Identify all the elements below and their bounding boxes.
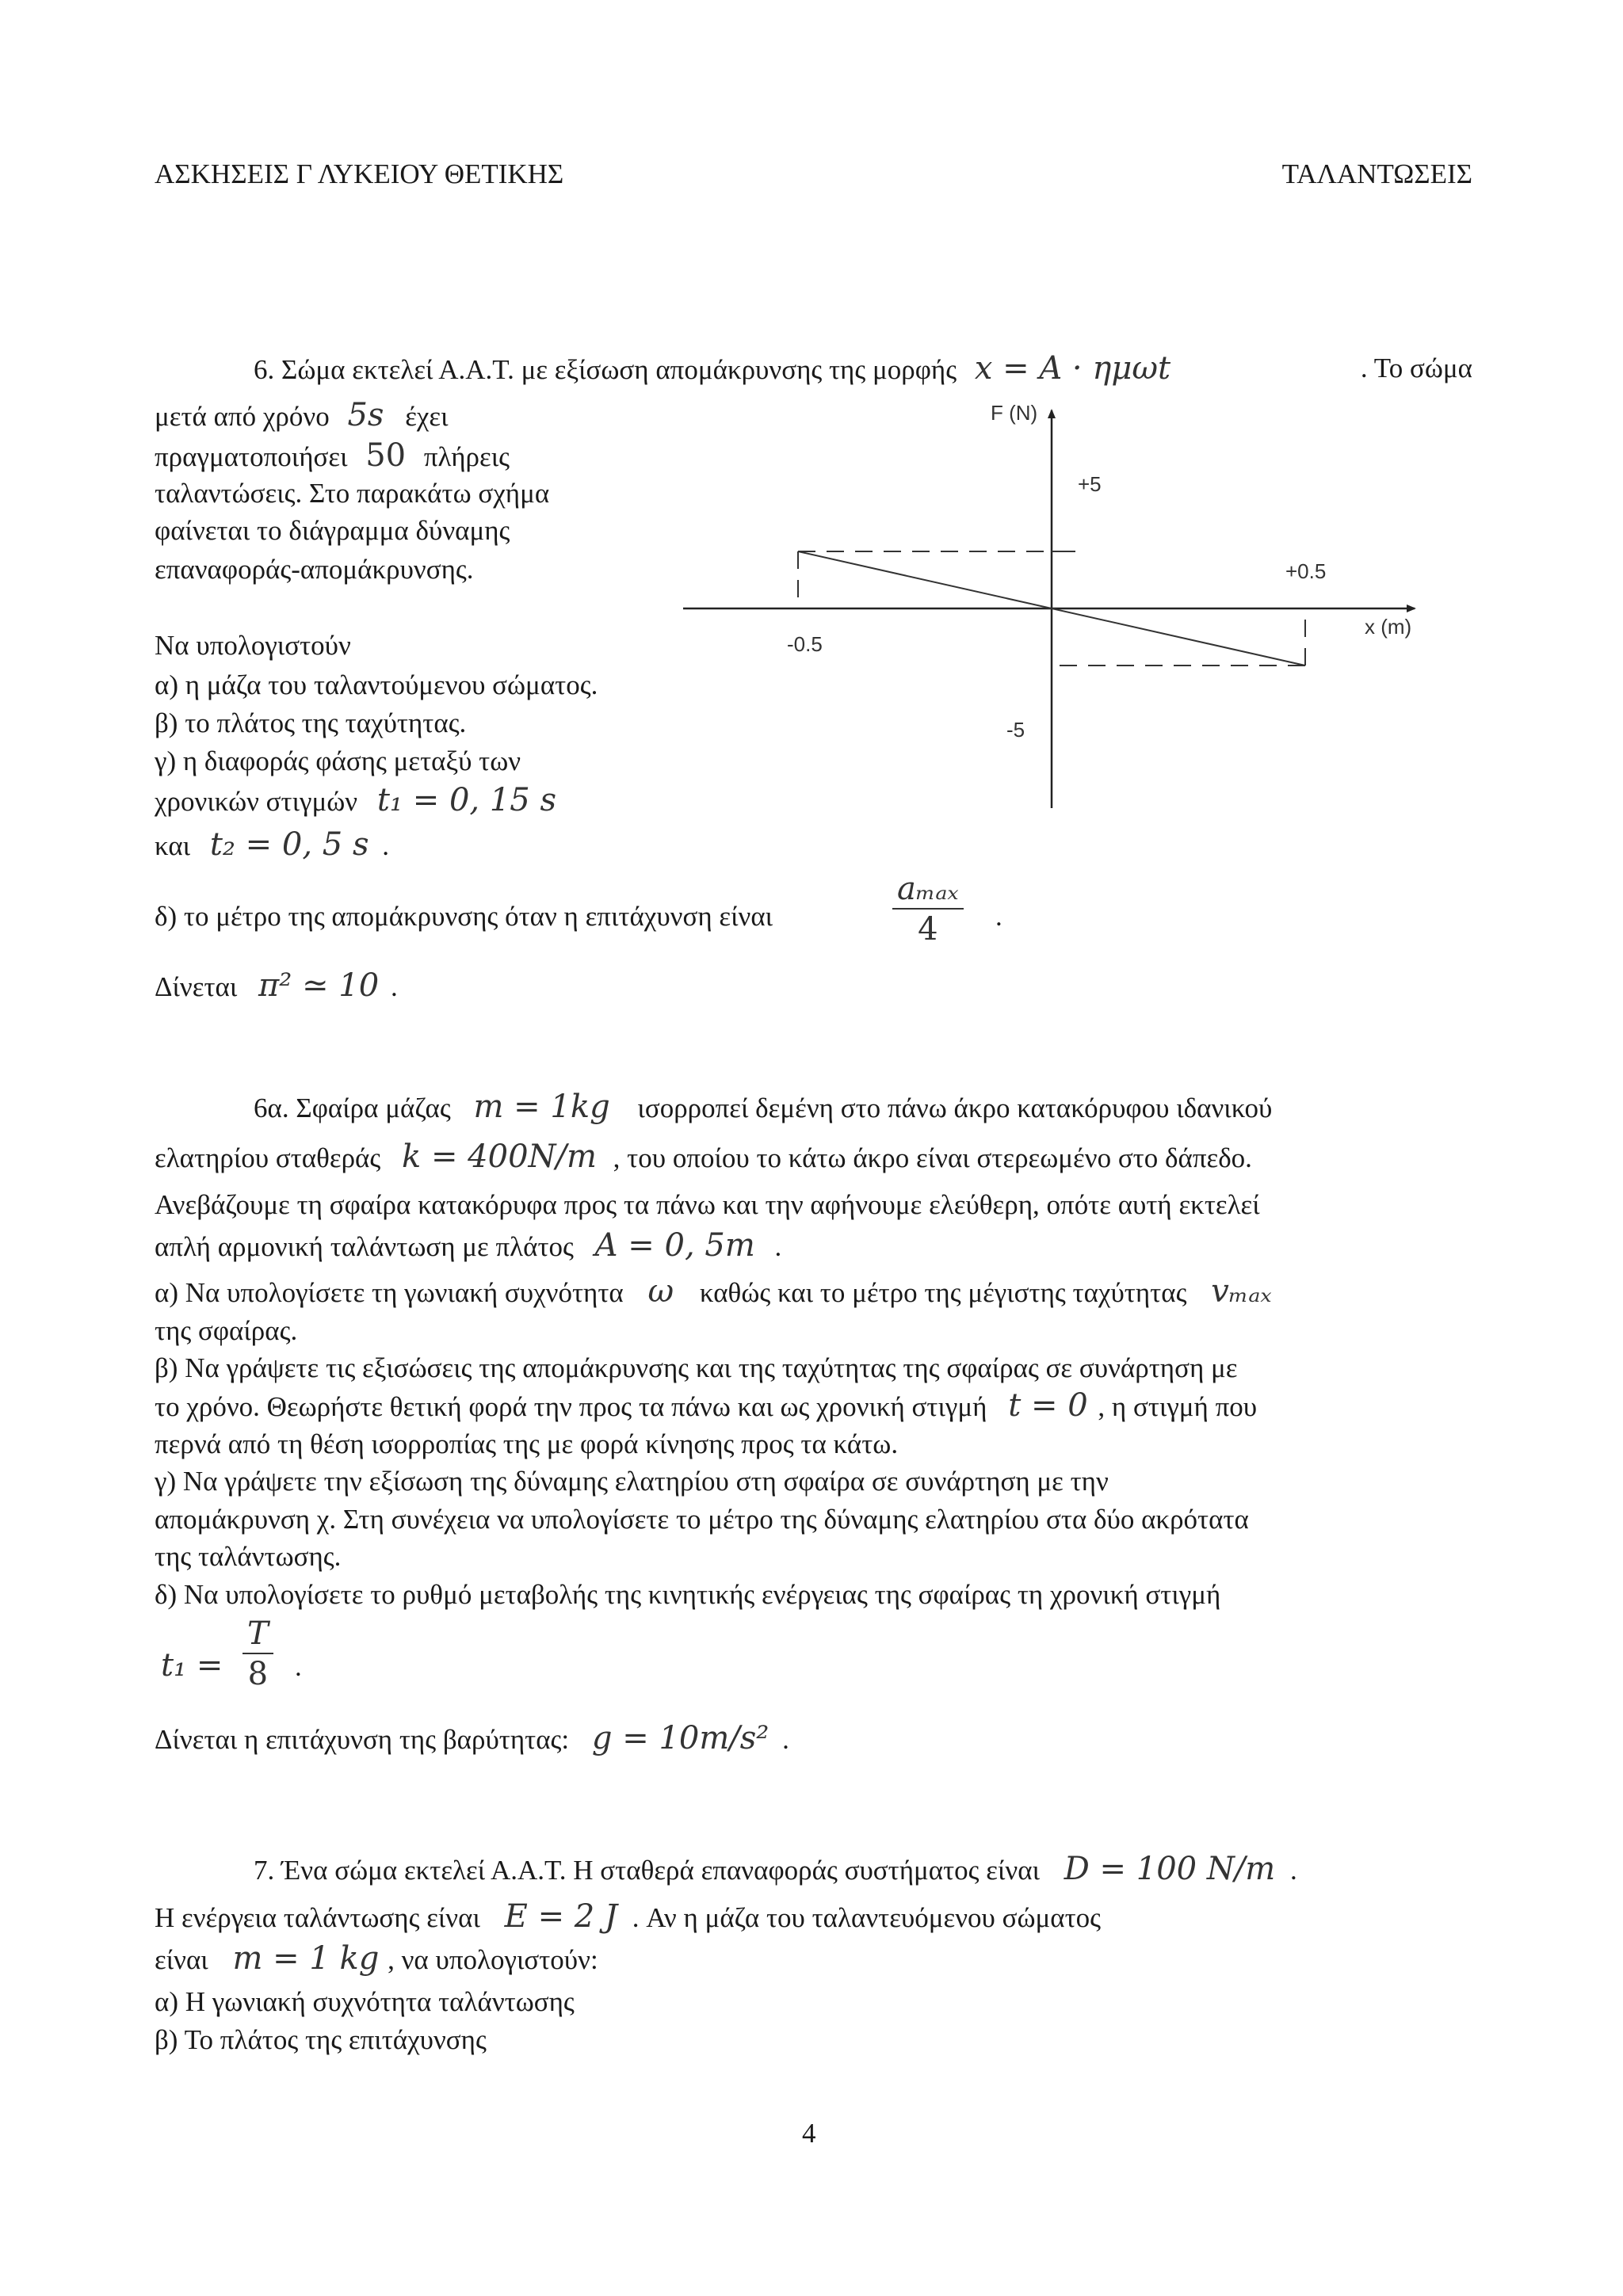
fraction-numerator: T (242, 1615, 273, 1654)
ex7-text: . Αν η μάζα του ταλαντευόμενου σώματος (632, 1902, 1102, 1933)
ex6a-text: α) Να υπολογίσετε τη γωνιακή συχνότητα (155, 1277, 624, 1308)
ex7-math-E: E = 2 J (504, 1898, 617, 1935)
fraction-denominator: 4 (918, 911, 938, 948)
ex6-math-count: 50 (365, 437, 407, 474)
fraction-denominator: 8 (247, 1656, 269, 1692)
ex6-line-8: α) η μάζα του ταλαντούμενου σώματος. (155, 669, 598, 700)
ex6a-line-2 (155, 1139, 1252, 1176)
ex6-text: . (390, 971, 398, 1002)
ex6a-line-12: της ταλάντωσης. (155, 1541, 342, 1572)
ex6a-t1-lhs: t₁ = (161, 1647, 223, 1684)
ex6a-text: , του οποίου το κάτω άκρο είναι στερεωμένο στο δάπεδο. (613, 1142, 1252, 1173)
ex6a-line-5 (155, 1274, 1272, 1310)
ex7-math-D: D = 100 N/m (1064, 1851, 1276, 1887)
ex6a-line-6: της σφαίρας. (155, 1315, 298, 1346)
tick-label-x-negative: -0.5 (787, 632, 823, 656)
ex6-text: . (382, 830, 389, 861)
ex6a-math-t0: t = 0 (1008, 1387, 1088, 1424)
force-displacement-chart (674, 396, 1426, 808)
ex6a-text: 6α. Σφαίρα μάζας (254, 1093, 451, 1123)
page-number: 4 (802, 2118, 816, 2149)
ex6-line-10: γ) η διαφοράς φάσης μεταξύ των (155, 746, 521, 776)
ex6-line-1-end: . Το σώμα (1360, 353, 1472, 383)
tick-label-y-negative: -5 (1006, 718, 1025, 742)
fraction-numerator: aₘₐₓ (892, 870, 964, 910)
ex6a-line-8 (155, 1388, 1257, 1425)
ex6a-text: καθώς και το μέτρο της μέγιστης ταχύτητας (699, 1277, 1187, 1308)
ex6a-text: το χρόνο. Θεωρήστε θετική φορά την προς τα πάνω και ως χρονική στιγμή (155, 1391, 987, 1422)
ex6-text: μετά από χρόνο (155, 401, 330, 432)
ex6-text: πραγματοποιήσει (155, 441, 348, 472)
ex7-text: , να υπολογιστούν: (388, 1944, 598, 1975)
ex7-text: 7. Ένα σώμα εκτελεί Α.Α.Τ. Η σταθερά επαναφοράς συστήματος είναι (254, 1855, 1040, 1886)
tick-label-x-positive: +0.5 (1285, 559, 1327, 583)
ex6-line-7: Να υπολογιστούν (155, 630, 351, 661)
tick-label-y-positive: +5 (1078, 472, 1102, 496)
ex6a-text: . (774, 1231, 782, 1262)
ex6a-math-mass: m = 1kg (473, 1089, 610, 1125)
ex6a-text: απλή αρμονική ταλάντωση με πλάτος (155, 1231, 574, 1262)
ex6a-line-10: γ) Να γράψετε την εξίσωση της δύναμης ελατηρίου στη σφαίρα σε συνάρτηση με την (155, 1466, 1109, 1497)
ex6-line-11 (155, 783, 556, 819)
ex6a-math-omega: ω (647, 1273, 674, 1310)
y-axis-label: F (N) (991, 401, 1038, 425)
ex6a-math-k: k = 400N/m (401, 1138, 597, 1175)
ex7-line-2 (155, 1899, 1101, 1936)
ex6a-line-14 (155, 1721, 789, 1757)
ex6-line-9: β) το πλάτος της ταχύτητας. (155, 707, 467, 738)
ex6a-line-1 (254, 1089, 1272, 1126)
ex6a-text: Δίνεται η επιτάχυνση της βαρύτητας: (155, 1724, 570, 1755)
ex7-line-3 (155, 1941, 598, 1978)
ex7-line-1 (254, 1852, 1297, 1888)
ex6-math-t1: t₁ = 0, 15 s (376, 782, 556, 818)
ex6-line-3 (155, 438, 510, 475)
ex7-line-5: β) Το πλάτος της επιτάχυνσης (155, 2024, 487, 2055)
ex6-text: 6. Σώμα εκτελεί Α.Α.Τ. με εξίσωση απομάκρυνσης της μορφής (254, 354, 957, 385)
ex6a-text: ισορροπεί δεμένη στο πάνω άκρο κατακόρυφου ιδανικού (637, 1093, 1273, 1123)
ex6a-text: , η στιγμή που (1098, 1391, 1258, 1422)
ex6a-line-4 (155, 1228, 781, 1264)
ex6a-line-3: Ανεβάζουμε τη σφαίρα κατακόρυφα προς τα πάνω και την αφήνουμε ελεύθερη, οπότε αυτή εκτελεί (155, 1189, 1260, 1220)
ex7-text: είναι (155, 1944, 208, 1975)
ex6-math-t2: t₂ = 0, 5 s (209, 826, 369, 863)
ex6-text: πλήρεις (423, 441, 510, 472)
ex6a-line-11: απομάκρυνση χ. Στη συνέχεια να υπολογίσετε το μέτρο της δύναμης ελατηρίου στα δύο ακρότατα (155, 1504, 1249, 1535)
ex7-text: . (1289, 1855, 1297, 1886)
ex6a-math-vmax: vₘₐₓ (1211, 1273, 1272, 1310)
ex6a-math-amplitude: A = 0, 5m (594, 1227, 755, 1264)
ex6a-line-7: β) Να γράψετε τις εξισώσεις της απομάκρυνσης και της ταχύτητας της σφαίρας σε συνάρτηση με (155, 1352, 1238, 1383)
ex6-text: χρονικών στιγμών (155, 786, 358, 817)
ex6-equation: x = A · ημωt (974, 350, 1171, 387)
x-axis-label: x (m) (1365, 615, 1412, 639)
ex6a-text: . (782, 1724, 789, 1755)
ex6a-line-13: δ) Να υπολογίσετε το ρυθμό μεταβολής της κινητικής ενέργειας της σφαίρας τη χρονική στιγμή (155, 1579, 1221, 1610)
ex6-fraction (892, 870, 964, 949)
ex6-fraction-dot: . (995, 901, 1002, 932)
ex6-text: και (155, 830, 191, 861)
ex6-line-12 (155, 827, 389, 864)
ex6-line-6: επαναφοράς-απομάκρυνσης. (155, 554, 474, 585)
ex7-line-4: α) Η γωνιακή συχνότητα ταλάντωσης (155, 1986, 575, 2017)
ex6-line-1 (254, 351, 1170, 387)
ex6a-t1-dot: . (295, 1651, 302, 1682)
ex6-line-14 (155, 968, 398, 1005)
ex6-line-2 (155, 398, 449, 434)
ex6a-text: ελατηρίου σταθεράς (155, 1142, 381, 1173)
ex6-line-13: δ) το μέτρο της απομάκρυνσης όταν η επιτάχυνση είναι (155, 901, 773, 932)
ex7-math-m: m = 1 kg (232, 1940, 380, 1977)
ex6-math-time: 5s (347, 397, 384, 433)
ex6a-t1-fraction (242, 1615, 273, 1694)
ex6-line-5: φαίνεται το διάγραμμα δύναμης (155, 515, 510, 546)
ex6a-line-9: περνά από τη θέση ισορροπίας της με φορά κίνησης προς τα κάτω. (155, 1428, 899, 1459)
header-right: ΤΑΛΑΝΤΩΣΕΙΣ (1281, 158, 1472, 189)
header-left: ΑΣΚΗΣΕΙΣ Γ ΛΥΚΕΙΟΥ ΘΕΤΙΚΗΣ (155, 158, 564, 189)
ex6-math-pi: π² ≃ 10 (258, 967, 380, 1004)
ex6-text: έχει (405, 401, 449, 432)
ex7-text: Η ενέργεια ταλάντωσης είναι (155, 1902, 480, 1933)
ex6a-math-g: g = 10m/s² (591, 1720, 769, 1756)
ex6-line-4: ταλαντώσεις. Στο παρακάτω σχήμα (155, 478, 550, 509)
ex6-text: Δίνεται (155, 971, 238, 1002)
